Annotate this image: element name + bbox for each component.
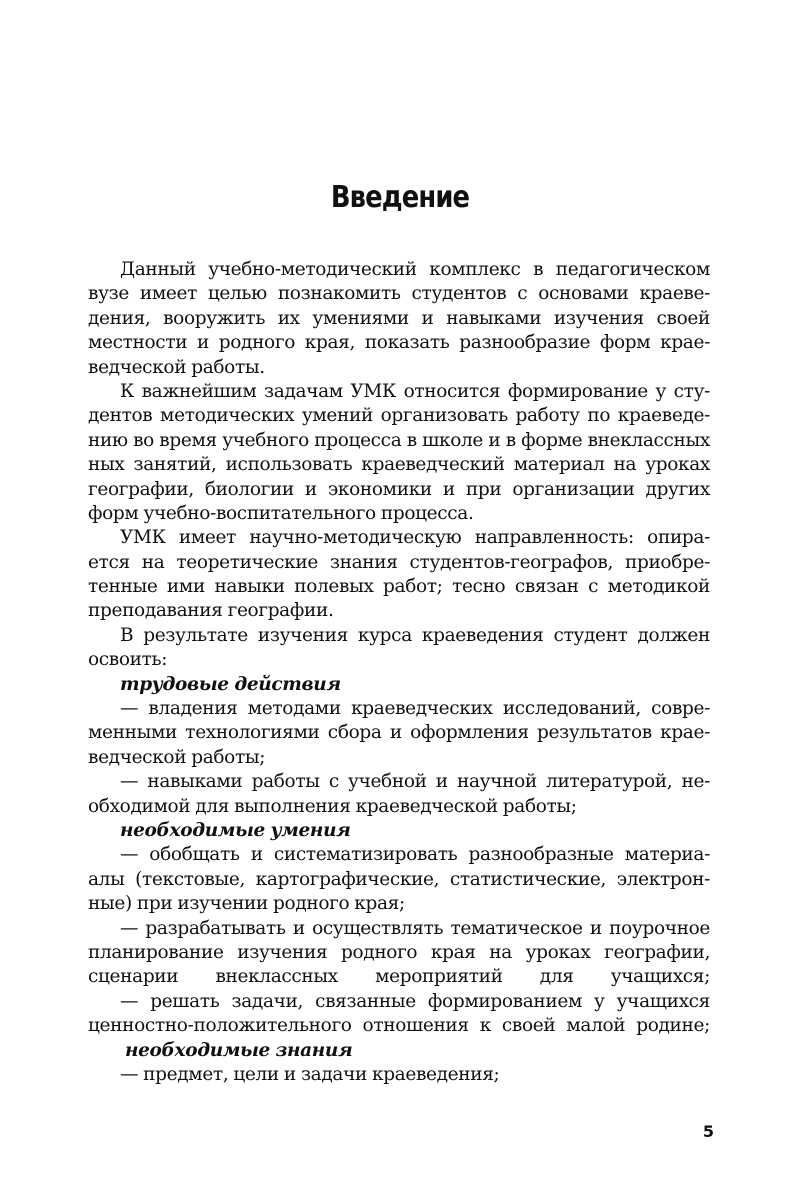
text-line: Данный учебно-методический комплекс в педагогическом [120,259,710,280]
page-title: Введение [330,180,470,215]
text-line: ведческой работы; [88,746,266,768]
text-line: — обобщать и систематизировать разнообразные материа- [120,844,710,866]
text-line: — решать задачи, связанные формированием у учащихся [120,990,710,1012]
text-line: — разрабатывать и осуществлять тематическое и поурочное [120,917,710,939]
text-line: дения, вооружить их умениями и навыками изучения своей [88,307,710,329]
page-number: 5 [702,1122,714,1141]
text-line: К важнейшим задачам УМК относится формирование у сту- [120,380,710,402]
text-line: форм учебно-воспитательного процесса. [88,502,474,524]
text-line: менными технологиями сбора и оформления результатов крае- [88,722,710,744]
text-line: ценностно-положительного отношения к своей малой родине; [88,1015,710,1037]
text-line: — владения методами краеведческих исследований, совре- [120,698,710,720]
text-line: нию во время учебного процесса в школе и в форме внеклассных [88,429,710,451]
text-line: необходимые умения [120,819,351,841]
text-line: освоить: [88,649,168,671]
text-line: необходимые знания [125,1039,353,1061]
text-line: планирование изучения родного края на уроках географии, [88,941,710,963]
text-line: В результате изучения курса краеведения студент должен [120,624,710,646]
text-line: местности и родного края, показать разнообразие форм крае- [88,332,710,354]
text-line: обходимой для выполнения краеведческой работы; [88,795,577,817]
text-line: ется на теоретические знания студентов-географов, приобре- [88,551,710,573]
text-line: — навыками работы с учебной и научной литературой, не- [120,771,710,793]
text-line: дентов методических умений организовать работу по краеведе- [88,405,710,427]
text-line: вузе имеет целью познакомить студентов с основами краеве- [88,283,710,305]
text-line: УМК имеет научно-методическую направленность: опира- [120,527,710,549]
text-line: ных занятий, использовать краеведческий материал на уроках [88,454,710,476]
text-line: алы (текстовые, картографические, статистические, электрон- [88,868,710,890]
text-line: ные) при изучении родного края; [88,893,405,915]
text-line: преподавания географии. [88,600,334,622]
text-line: географии, биологии и экономики и при организации других [88,478,710,500]
text-line: тенные ими навыки полевых работ; тесно связан с методикой [88,576,710,598]
text-line: трудовые действия [120,673,341,695]
body-text [88,258,710,1087]
text-line: ведческой работы. [88,356,265,378]
text-line: — предмет, цели и задачи краеведения; [120,1063,500,1085]
text-line: сценарии внеклассных мероприятий для учащихся; [88,966,710,988]
